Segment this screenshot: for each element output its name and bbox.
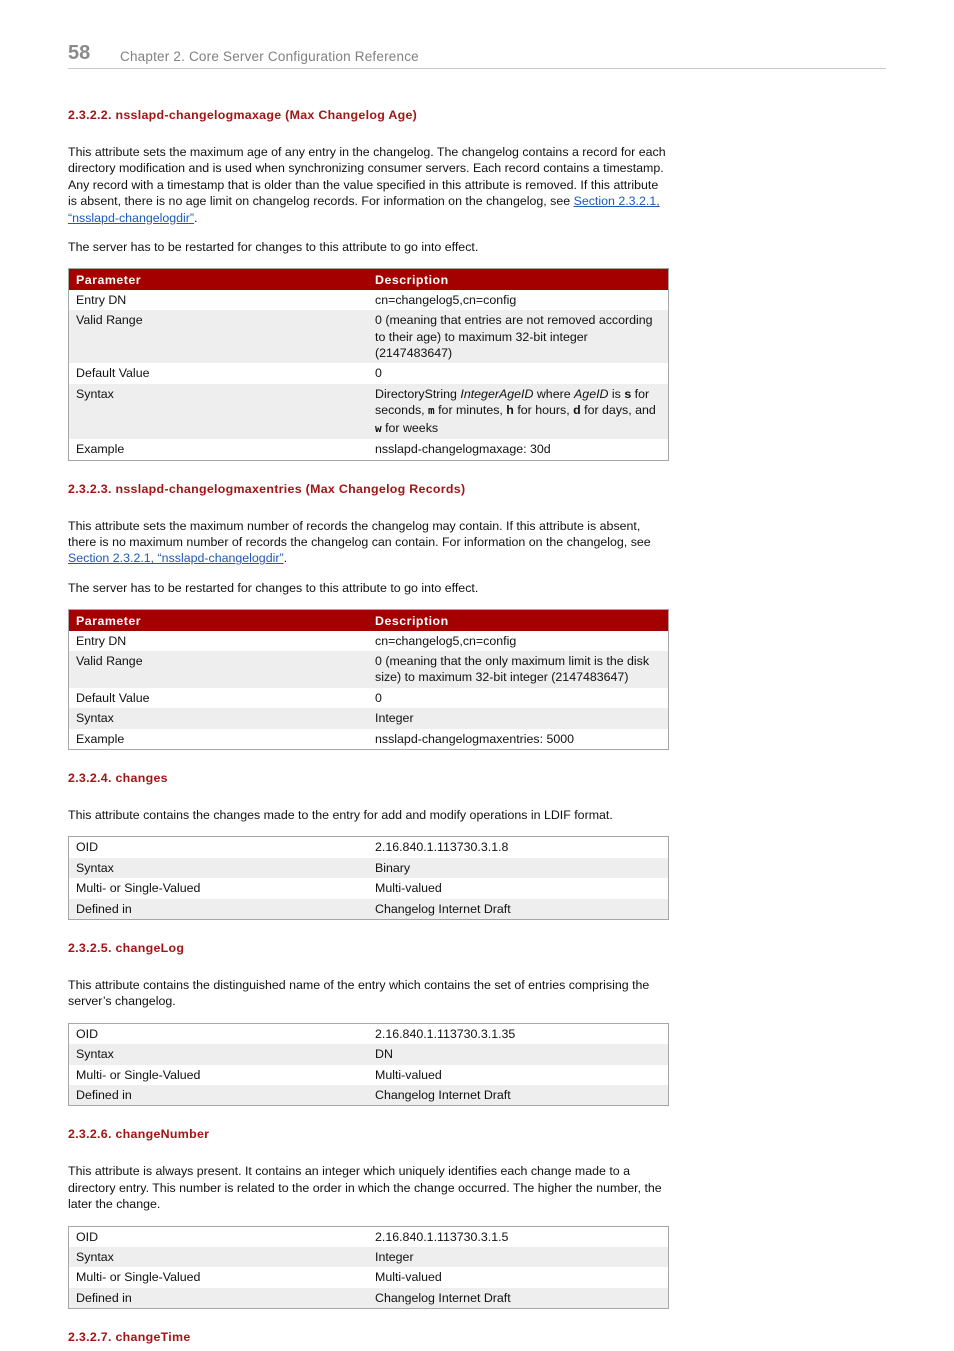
table-row: Example nsslapd-changelogmaxage: 30d xyxy=(76,442,551,457)
table-row: Valid Range 0 (meaning that entries are not removed according to their age) to maximum 32-bit integer (2147483647) xyxy=(69,310,669,363)
table-row: Defined in Changelog Internet Draft xyxy=(69,1288,669,1309)
section-heading-changelogmaxentries: 2.3.2.3. nsslapd-changelogmaxentries (Max Changelog Records) xyxy=(68,481,466,496)
column-header-parameter: Parameter xyxy=(69,610,369,631)
column-header-parameter: Parameter xyxy=(69,269,369,290)
table-row: Default Value 0 xyxy=(76,690,382,705)
syntax-description: DirectoryString IntegerAgeID where AgeID is s for seconds, m for minutes, h for hours, d for days, and w for weeks xyxy=(368,384,669,439)
table-row: OID 2.16.840.1.113730.3.1.8 xyxy=(76,840,509,855)
table-row: Syntax DN xyxy=(69,1044,669,1064)
table-row: Defined in Changelog Internet Draft xyxy=(69,899,669,920)
table-row: OID 2.16.840.1.113730.3.1.35 xyxy=(76,1026,516,1041)
attribute-table-changelog xyxy=(68,1023,669,1107)
table-row: OID 2.16.840.1.113730.3.1.5 xyxy=(76,1229,509,1244)
section-paragraph: This attribute sets the maximum number of records the changelog may contain. If this attribute is absent, there is no maximum number of records the changelog can contain. For information on the changelog, see Section 2.3.2.1, “nsslapd-changelogdir”. xyxy=(68,518,651,566)
chapter-title: Chapter 2. Core Server Configuration Reference xyxy=(120,49,419,64)
table-header-row xyxy=(69,269,669,290)
section-heading-changes: 2.3.2.4. changes xyxy=(68,770,168,785)
table-row: Multi- or Single-Valued Multi-valued xyxy=(76,1067,442,1082)
table-row: Entry DN cn=changelog5,cn=config xyxy=(76,633,517,648)
column-header-description: Description xyxy=(368,610,669,631)
table-row: Example nsslapd-changelogmaxentries: 5000 xyxy=(76,731,575,746)
section-link-changelogdir[interactable]: Section 2.3.2.1, “nsslapd-changelogdir” xyxy=(68,194,660,225)
section-heading-changelog: 2.3.2.5. changeLog xyxy=(68,941,185,955)
restart-note: The server has to be restarted for changes to this attribute to go into effect. xyxy=(68,240,479,255)
table-row: Valid Range 0 (meaning that the only maximum limit is the disk size) to maximum 32-bit integer (2147483647) xyxy=(69,651,669,688)
table-row: Syntax DirectoryString IntegerAgeID where AgeID is s for seconds, m for minutes, h for hours, d for days, and w for weeks xyxy=(69,384,669,439)
table-row: Default Value 0 xyxy=(76,366,382,381)
table-row: Syntax Integer xyxy=(69,708,669,728)
page-header xyxy=(68,42,886,69)
page-number: 58 xyxy=(68,42,91,64)
table-row: Syntax Binary xyxy=(69,858,669,878)
table-header-row xyxy=(69,610,669,631)
table-row: Syntax Integer xyxy=(69,1247,669,1267)
column-header-description: Description xyxy=(368,269,669,290)
attribute-table-changes xyxy=(68,836,669,920)
section-link-changelogdir[interactable]: Section 2.3.2.1, “nsslapd-changelogdir” xyxy=(68,551,284,566)
parameter-table-changelogmaxage xyxy=(68,268,669,460)
page-content xyxy=(68,107,669,1345)
section-paragraph: This attribute is always present. It contains an integer which uniquely identifies each change made to a directory entry. This number is related to the order in which the change occurred. The higher the number, the later the change. xyxy=(68,1164,662,1212)
section-heading-changenumber: 2.3.2.6. changeNumber xyxy=(68,1127,210,1142)
restart-note: The server has to be restarted for changes to this attribute to go into effect. xyxy=(68,580,479,595)
section-paragraph: This attribute contains the distinguished name of the entry which contains the set of entries comprising the server’s changelog. xyxy=(68,978,650,1009)
section-paragraph: This attribute sets the maximum age of any entry in the changelog. The changelog contains a record for each directory modification and is used when synchronizing consumer servers. Each record contains a timestamp. Any record with a timestamp that is older than the value specified in this attribute is removed. If this attribute is absent, there is no age limit on changelog records. For information on the changelog, see Section 2.3.2.1, “nsslapd-changelogdir”. xyxy=(68,145,666,225)
table-row: Multi- or Single-Valued Multi-valued xyxy=(76,881,442,896)
attribute-table-changenumber xyxy=(68,1226,669,1310)
section-heading-changetime: 2.3.2.7. changeTime xyxy=(68,1330,191,1345)
section-heading-changelogmaxage: 2.3.2.2. nsslapd-changelogmaxage (Max Changelog Age) xyxy=(68,108,418,122)
parameter-table-changelogmaxentries xyxy=(68,609,669,750)
table-row: Multi- or Single-Valued Multi-valued xyxy=(76,1270,442,1285)
table-row: Entry DN cn=changelog5,cn=config xyxy=(76,292,517,307)
section-paragraph: This attribute contains the changes made to the entry for add and modify operations in LDIF format. xyxy=(68,807,613,822)
table-row: Defined in Changelog Internet Draft xyxy=(69,1085,669,1106)
